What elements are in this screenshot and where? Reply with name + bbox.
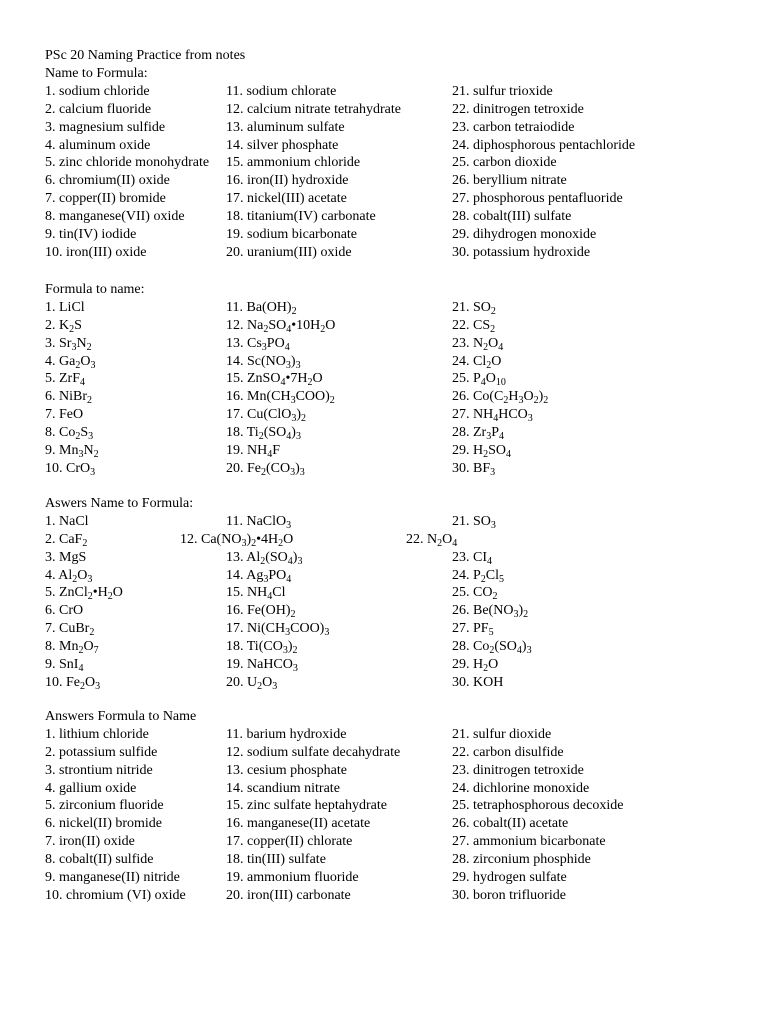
question-row — [0, 137, 768, 155]
question-item: 8. manganese(VII) oxide — [45, 208, 185, 224]
question-row — [0, 780, 768, 798]
question-item: 3. strontium nitride — [45, 762, 153, 778]
question-item: 12. calcium nitrate tetrahydrate — [226, 101, 401, 117]
question-item: 14. $Sc(NO_3)_3$ — [226, 353, 301, 371]
question-item: 13. $Al_2(SO_4)_3$ — [226, 549, 303, 567]
question-row — [0, 567, 768, 585]
question-item: 19. NaHCO$_3$ — [226, 656, 298, 674]
question-row — [0, 154, 768, 172]
question-item: 13. cesium phosphate — [226, 762, 347, 778]
question-item: 6. nickel(II) bromide — [45, 816, 163, 832]
question-item: 25. carbon dioxide — [452, 155, 557, 171]
question-item: 20. uranium(III) oxide — [226, 244, 352, 260]
question-item: 21. sulfur trioxide — [452, 84, 553, 99]
question-item: 12. $Ca(NO_3)_2•4H_2O$ — [180, 531, 294, 549]
question-row — [0, 442, 768, 460]
question-item: 30. $BF_3$ — [452, 460, 496, 478]
question-item: 14. $Ag_3PO_4$ — [226, 567, 292, 585]
page-title: PSc 20 Naming Practice from notes — [45, 48, 246, 63]
question-item: 21. sulfur dioxide — [452, 727, 552, 742]
question-item: 2. CaF$_2$ — [45, 531, 88, 549]
question-item: 27. phosphorous pentafluoride — [452, 191, 623, 207]
question-item: 11. NaClO$_3$ — [226, 514, 292, 531]
question-item: 18. tin(III) sulfate — [226, 851, 326, 867]
question-item: 1. sodium chloride — [45, 84, 150, 99]
question-item: 4. $Al_2O_3$ — [45, 567, 93, 585]
question-item: 24. $P_2Cl_5$ — [452, 567, 505, 585]
question-item: 13. aluminum sulfate — [226, 119, 345, 135]
question-row — [0, 317, 768, 335]
question-item: 2. calcium fluoride — [45, 101, 152, 117]
question-item: 17. copper(II) chlorate — [226, 834, 353, 850]
question-item: 7. FeO — [45, 407, 84, 423]
question-item: 28. $Zr_3P_4$ — [452, 424, 505, 442]
question-item: 9. $Mn_3N_2$ — [45, 442, 99, 460]
question-item: 2. $K_2S$ — [45, 317, 82, 335]
question-row — [0, 887, 768, 905]
question-item: 28. zirconium phosphide — [452, 851, 591, 867]
question-item: 26. cobalt(II) acetate — [452, 816, 569, 832]
question-item: 27. $NH_4HCO_3$ — [452, 407, 533, 425]
question-item: 9. SnI$_4$ — [45, 656, 84, 674]
question-item: 22. $CS_2$ — [452, 317, 496, 335]
question-item: 11. $Ba(OH)_2$ — [226, 300, 297, 317]
question-item: 27. ammonium bicarbonate — [452, 834, 606, 850]
question-item: 25. tetraphosphorous decoxide — [452, 798, 624, 814]
question-item: 17. $Ni(CH_3COO)_3$ — [226, 621, 330, 639]
question-item: 5. $ZnCl_2•H_2O$ — [45, 585, 123, 603]
question-item: 24. $Cl_2O$ — [452, 353, 502, 371]
question-item: 3. $Sr_3N_2$ — [45, 335, 92, 353]
question-item: 22. $N_2O_4$ — [406, 531, 458, 549]
question-item: 19. $NH_4F$ — [226, 442, 281, 460]
question-row — [0, 744, 768, 762]
question-row — [0, 797, 768, 815]
question-row — [0, 602, 768, 620]
question-item: 26. $Co(C_2H_3O_2)_2$ — [452, 389, 549, 407]
question-item: 25. $CO_2$ — [452, 585, 498, 603]
question-item: 16. manganese(II) acetate — [226, 816, 371, 832]
question-item: 13. $Cs_3PO_4$ — [226, 335, 290, 353]
question-item: 30. boron trifluoride — [452, 887, 566, 903]
question-item: 4. gallium oxide — [45, 780, 137, 796]
question-item: 28. $Co_2(SO_4)_3$ — [452, 638, 532, 656]
question-row — [0, 208, 768, 226]
question-item: 10. CrO$_3$ — [45, 460, 96, 478]
question-row — [0, 388, 768, 406]
question-item: 12. sodium sulfate decahydrate — [226, 744, 401, 760]
question-item: 10. chromium (VI) oxide — [45, 887, 186, 903]
question-item: 22. dinitrogen tetroxide — [452, 101, 584, 117]
question-item: 8. $Co_2S_3$ — [45, 424, 94, 442]
section-heading: Answers Formula to Name — [45, 709, 197, 724]
question-item: 19. ammonium fluoride — [226, 869, 359, 885]
question-item: 6. chromium(II) oxide — [45, 173, 170, 189]
question-item: 16. iron(II) hydroxide — [226, 173, 349, 189]
question-item: 20. $Fe_2(CO_3)_3$ — [226, 460, 305, 478]
question-item: 21. $SO_2$ — [452, 300, 496, 317]
question-item: 12. $Na_2SO_4•10H_2O$ — [226, 317, 336, 335]
question-item: 6. CrO — [45, 603, 84, 619]
question-item: 15. $NH_4Cl$ — [226, 585, 286, 603]
question-row — [0, 299, 768, 317]
question-item: 16. $Mn(CH_3COO)_2$ — [226, 389, 335, 407]
question-row — [0, 370, 768, 388]
question-item: 17. nickel(III) acetate — [226, 191, 347, 207]
question-item: 26. beryllium nitrate — [452, 173, 567, 189]
question-item: 2. potassium sulfide — [45, 744, 158, 760]
question-item: 29. $H_2SO_4$ — [452, 442, 512, 460]
question-item: 29. dihydrogen monoxide — [452, 226, 597, 242]
question-item: 24. diphosphorous pentachloride — [452, 137, 636, 153]
question-item: 7. copper(II) bromide — [45, 191, 166, 207]
question-row — [0, 531, 768, 549]
question-row — [0, 833, 768, 851]
question-row — [0, 674, 768, 692]
question-item: 3. MgS — [45, 549, 87, 565]
question-item: 23. dinitrogen tetroxide — [452, 762, 584, 778]
question-row — [0, 638, 768, 656]
question-item: 19. sodium bicarbonate — [226, 226, 358, 242]
question-item: 4. $Ga_2O_3$ — [45, 353, 96, 371]
question-item: 18. titanium(IV) carbonate — [226, 208, 376, 224]
question-row — [0, 851, 768, 869]
question-item: 5. zirconium fluoride — [45, 798, 164, 814]
section-heading: Aswers Name to Formula: — [45, 496, 194, 511]
question-row — [0, 244, 768, 262]
question-row — [0, 101, 768, 119]
question-row — [0, 549, 768, 567]
question-row — [0, 584, 768, 602]
question-row — [0, 335, 768, 353]
question-item: 25. $P_4O_{10}$ — [452, 371, 506, 389]
question-item: 15. ammonium chloride — [226, 155, 361, 171]
question-item: 5. ZrF$_4$ — [45, 371, 85, 389]
section-heading: Name to Formula: — [45, 66, 148, 81]
question-item: 6. NiBr$_2$ — [45, 389, 92, 407]
question-row — [0, 190, 768, 208]
question-row — [0, 869, 768, 887]
question-item: 8. $Mn_2O_7$ — [45, 638, 99, 656]
question-item: 9. tin(IV) iodide — [45, 226, 137, 242]
question-item: 14. silver phosphate — [226, 137, 339, 153]
question-row — [0, 424, 768, 442]
question-item: 3. magnesium sulfide — [45, 119, 166, 135]
question-item: 23. carbon tetraiodide — [452, 119, 575, 135]
question-item: 10. iron(III) oxide — [45, 244, 147, 260]
question-item: 7. iron(II) oxide — [45, 834, 135, 850]
question-item: 11. barium hydroxide — [226, 727, 347, 742]
question-item: 11. sodium chlorate — [226, 84, 337, 99]
question-row — [0, 726, 768, 744]
question-item: 28. cobalt(III) sulfate — [452, 208, 572, 224]
question-item: 29. $H_2O$ — [452, 656, 499, 674]
question-row — [0, 353, 768, 371]
question-row — [0, 119, 768, 137]
question-item: 22. carbon disulfide — [452, 744, 564, 760]
question-row — [0, 656, 768, 674]
question-item: 30. KOH — [452, 674, 504, 690]
question-item: 21. $SO_3$ — [452, 514, 496, 531]
question-item: 26. $Be(NO_3)_2$ — [452, 603, 529, 621]
section-heading: Formula to name: — [45, 282, 145, 297]
question-item: 20. $U_2O_3$ — [226, 674, 278, 692]
question-item: 15. $ZnSO_4•7H_2O$ — [226, 371, 323, 389]
question-row — [0, 620, 768, 638]
question-row — [0, 762, 768, 780]
question-row — [0, 513, 768, 531]
question-row — [0, 406, 768, 424]
question-item: 10. $Fe_2O_3$ — [45, 674, 101, 692]
question-item: 9. manganese(II) nitride — [45, 869, 180, 885]
question-item: 20. iron(III) carbonate — [226, 887, 351, 903]
question-item: 5. zinc chloride monohydrate — [45, 155, 210, 171]
question-item: 16. $Fe(OH)_2$ — [226, 603, 296, 621]
question-item: 23. $N_2O_4$ — [452, 335, 504, 353]
question-item: 30. potassium hydroxide — [452, 244, 591, 260]
question-item: 1. lithium chloride — [45, 727, 149, 742]
question-item: 15. zinc sulfate heptahydrate — [226, 798, 387, 814]
question-row — [0, 226, 768, 244]
question-item: 17. $Cu(ClO_3)_2$ — [226, 407, 307, 425]
question-row — [0, 460, 768, 478]
question-item: 1. NaCl — [45, 514, 89, 529]
question-item: 8. cobalt(II) sulfide — [45, 851, 154, 867]
question-item: 4. aluminum oxide — [45, 137, 151, 153]
question-item: 14. scandium nitrate — [226, 780, 340, 796]
question-item: 23. $CI_4$ — [452, 549, 492, 567]
question-item: 1. LiCl — [45, 300, 85, 315]
question-item: 18. $Ti_2(SO_4)_3$ — [226, 424, 301, 442]
question-item: 29. hydrogen sulfate — [452, 869, 567, 885]
question-row — [0, 83, 768, 101]
question-item: 27. $PF_5$ — [452, 621, 494, 639]
question-row — [0, 172, 768, 190]
question-item: 18. $Ti(CO_3)_2$ — [226, 638, 298, 656]
question-row — [0, 815, 768, 833]
question-item: 24. dichlorine monoxide — [452, 780, 590, 796]
question-item: 7. CuBr$_2$ — [45, 621, 95, 639]
